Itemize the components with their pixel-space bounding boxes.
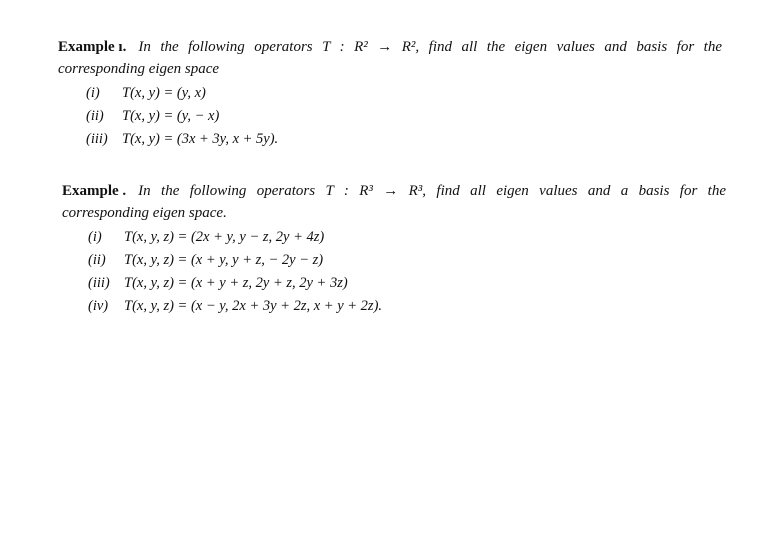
example-intro-line-1: In the following operators T : R² → R², find all the eigen values and basis for the bbox=[138, 39, 722, 55]
item-number: (i) bbox=[86, 85, 100, 101]
item-number: (ii) bbox=[86, 108, 104, 124]
item-number: (iii) bbox=[88, 275, 110, 291]
example-heading bbox=[62, 180, 726, 202]
item-text: T(x, y, z) = (2x + y, y − z, 2y + 4z) bbox=[124, 229, 325, 245]
item-number: (i) bbox=[88, 229, 102, 245]
example-intro-line-1: In the following operators T : R³ → R³, find all eigen values and a basis for the bbox=[138, 183, 726, 199]
example-block-2 bbox=[62, 180, 742, 318]
example-intro-line-2: corresponding eigen space. bbox=[62, 205, 227, 221]
example-item-list bbox=[62, 226, 742, 318]
item-number: (iv) bbox=[88, 298, 109, 314]
item-text: T(x, y) = (3x + 3y, x + 5y). bbox=[122, 131, 279, 147]
example-label: Example ı. bbox=[58, 39, 127, 55]
item-text: T(x, y, z) = (x + y, y + z, − 2y − z) bbox=[124, 252, 324, 268]
example-heading bbox=[58, 36, 722, 58]
example-block-1 bbox=[58, 36, 738, 151]
list-item bbox=[62, 295, 742, 318]
example-intro-line-2: corresponding eigen space bbox=[58, 61, 220, 77]
list-item bbox=[58, 105, 738, 128]
list-item bbox=[62, 249, 742, 272]
example-label: Example . bbox=[62, 183, 127, 199]
item-text: T(x, y, z) = (x − y, 2x + 3y + 2z, x + y + 2z). bbox=[124, 298, 383, 314]
list-item bbox=[58, 128, 738, 151]
example-item-list bbox=[58, 82, 738, 151]
list-item bbox=[62, 226, 742, 249]
item-text: T(x, y) = (y, x) bbox=[122, 85, 206, 101]
item-number: (ii) bbox=[88, 252, 106, 268]
item-text: T(x, y, z) = (x + y + z, 2y + z, 2y + 3z) bbox=[124, 275, 348, 291]
item-text: T(x, y) = (y, − x) bbox=[122, 108, 220, 124]
list-item bbox=[58, 82, 738, 105]
item-number: (iii) bbox=[86, 131, 108, 147]
list-item bbox=[62, 272, 742, 295]
